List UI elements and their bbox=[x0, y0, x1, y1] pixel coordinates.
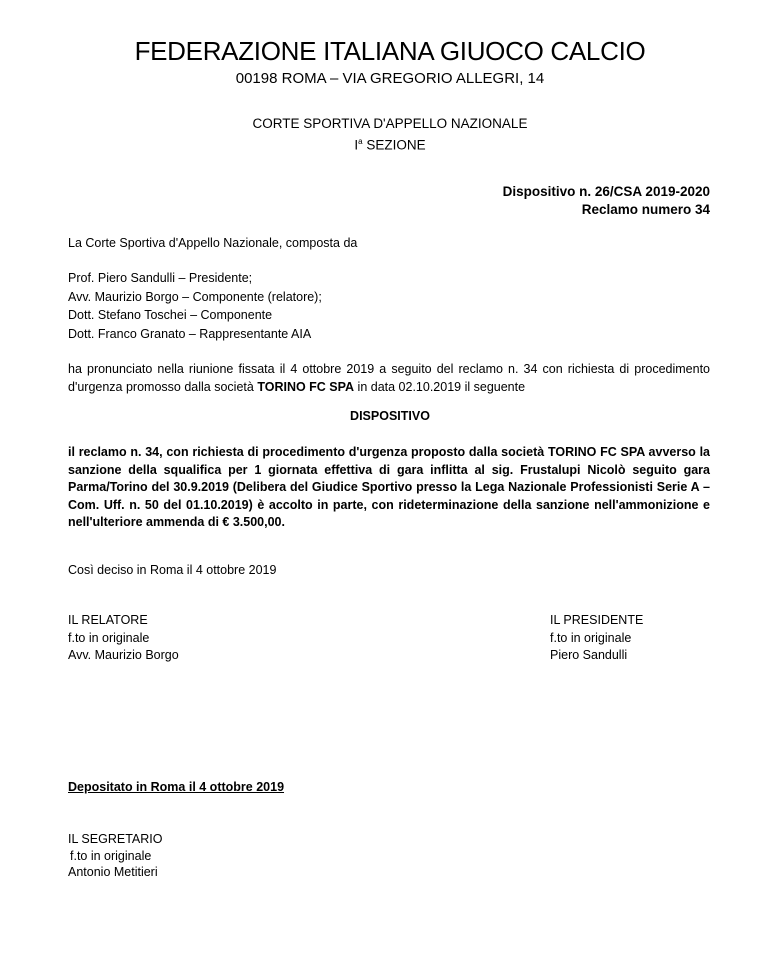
reference-block bbox=[503, 183, 710, 219]
court-section bbox=[0, 133, 780, 155]
member-item: Prof. Piero Sandulli – Presidente; bbox=[68, 271, 253, 285]
dispositivo-number: Dispositivo n. 26/CSA 2019-2020 bbox=[502, 184, 710, 199]
section-word: SEZIONE bbox=[362, 137, 426, 153]
section-prefix: I bbox=[354, 137, 359, 153]
club-name: TORINO FC SPA bbox=[257, 379, 355, 394]
secretary-signature bbox=[68, 831, 162, 881]
signature-role: IL PRESIDENTE bbox=[550, 613, 644, 627]
decided-line: Così deciso in Roma il 4 ottobre 2019 bbox=[68, 563, 277, 577]
deposited-line: Depositato in Roma il 4 ottobre 2019 bbox=[68, 780, 285, 794]
signature-name: Avv. Maurizio Borgo bbox=[68, 648, 179, 662]
dispositivo-heading: DISPOSITIVO bbox=[350, 409, 430, 423]
signature-note: f.to in originale bbox=[70, 848, 152, 863]
signature-role: IL RELATORE bbox=[68, 613, 148, 627]
court-name: CORTE SPORTIVA D'APPELLO NAZIONALE bbox=[252, 116, 528, 131]
court-name-block bbox=[0, 115, 780, 155]
signature-note: f.to in originale bbox=[68, 630, 150, 645]
reclamo-number: Reclamo numero 34 bbox=[581, 202, 710, 217]
members-list bbox=[68, 269, 322, 343]
verdict-paragraph: il reclamo n. 34, con richiesta di procedimento d'urgenza proposto dalla società TORINO FC SPA avverso la sanzione della squalifica per 1 giornata effettiva di gara inflitta al sig. Frustalupi Nicolò seguito gara Parma/Torino del 30.9.2019 (Delibera del Giudice Sportivo presso la Lega Nazionale Professionisti Serie A – Com. Uff. n. 50 del 01.10.2019) è accolto in parte, con rideterminazione della sanzione nell'ammonizione e nell'ulteriore ammenda di € 3.500,00. bbox=[68, 445, 710, 529]
relatore-signature bbox=[68, 612, 179, 665]
intro-text: La Corte Sportiva d'Appello Nazionale, composta da bbox=[68, 236, 358, 250]
pronouncement-text-1: ha pronunciato nella riunione fissata il 4 ottobre 2019 a seguito del reclamo n. 34 con richiesta di procedimento d'urgenza promosso dalla società bbox=[68, 362, 710, 394]
signature-name: Antonio Metitieri bbox=[68, 865, 158, 879]
presidente-signature bbox=[550, 612, 643, 665]
federation-address: 00198 ROMA – VIA GREGORIO ALLEGRI, 14 bbox=[235, 70, 545, 87]
pronouncement-text-2: in data 02.10.2019 il seguente bbox=[354, 379, 526, 394]
signature-role: IL SEGRETARIO bbox=[68, 832, 163, 846]
member-item: Dott. Franco Granato – Rappresentante AIA bbox=[68, 326, 312, 341]
signature-name: Piero Sandulli bbox=[550, 648, 628, 662]
member-item: Dott. Stefano Toschei – Componente bbox=[68, 308, 273, 322]
signature-note: f.to in originale bbox=[550, 630, 632, 645]
member-item: Avv. Maurizio Borgo – Componente (relatore); bbox=[68, 289, 322, 304]
federation-title: FEDERAZIONE ITALIANA GIUOCO CALCIO bbox=[134, 36, 646, 66]
pronouncement-paragraph bbox=[68, 361, 710, 396]
section-superscript: a bbox=[358, 137, 363, 146]
